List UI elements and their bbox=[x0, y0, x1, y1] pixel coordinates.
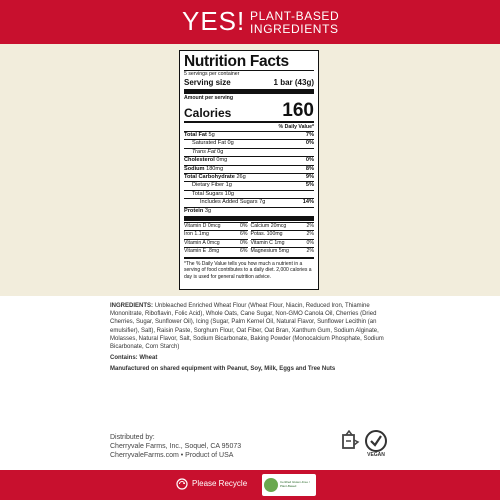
nutrient-amount: 10g bbox=[224, 190, 234, 197]
recycle-icon bbox=[176, 478, 188, 490]
nutrient-amount: 180mg bbox=[206, 165, 224, 172]
vitamin-cell bbox=[251, 230, 315, 238]
vitamin-percent: 0% bbox=[240, 239, 248, 246]
nutrient-name: Protein 3g bbox=[184, 207, 212, 214]
nutrient-row bbox=[184, 198, 314, 206]
certification-badge bbox=[262, 474, 316, 496]
nutrient-list bbox=[184, 131, 314, 215]
distributor-line3: CherryvaleFarms.com • Product of USA bbox=[110, 452, 234, 459]
allergen-contains: Contains: Wheat bbox=[110, 355, 158, 362]
nutrient-percent: 0% bbox=[305, 140, 314, 147]
nutrient-percent: 8% bbox=[305, 165, 314, 172]
vitamin-percent: 0% bbox=[240, 223, 248, 230]
nutrition-facts-panel bbox=[179, 50, 319, 290]
nutrient-percent: 9% bbox=[305, 174, 314, 181]
nutrient-name: Saturated Fat 0g bbox=[192, 140, 234, 147]
ingredients-label: INGREDIENTS: bbox=[110, 303, 154, 309]
distributor-line2: Cherryvale Farms, Inc., Soquel, CA 95073 bbox=[110, 443, 242, 450]
amount-per-serving: Amount per serving bbox=[184, 94, 234, 101]
top-banner bbox=[0, 0, 500, 44]
vitamin-amount: 20mcg bbox=[270, 223, 287, 230]
distributor-line1: Distributed by: bbox=[110, 434, 155, 441]
nutrient-row bbox=[184, 131, 314, 139]
nutrient-row bbox=[184, 139, 314, 147]
tagline bbox=[250, 10, 339, 36]
vitamin-cell bbox=[184, 247, 248, 255]
bottom-banner bbox=[0, 470, 500, 500]
recycle-seal-icon bbox=[339, 430, 361, 452]
nutrient-percent: 7% bbox=[305, 132, 314, 138]
vitamin-cell bbox=[251, 222, 315, 230]
nutrient-name: Includes Added Sugars 7g bbox=[200, 199, 266, 206]
leaf-icon bbox=[264, 478, 278, 492]
serving-size-row bbox=[184, 78, 314, 88]
ingredients-block bbox=[110, 302, 390, 377]
nutrient-amount: 0g bbox=[227, 140, 234, 147]
nutrient-percent: 14% bbox=[302, 199, 314, 206]
nutrient-name: Total Sugars 10g bbox=[192, 190, 234, 197]
nutrient-percent: 5% bbox=[305, 182, 314, 189]
vitamin-percent: 0% bbox=[306, 239, 314, 246]
vitamin-cell bbox=[251, 239, 315, 247]
nutrient-amount: 3g bbox=[204, 207, 212, 214]
vitamin-name: Magnesium bbox=[250, 248, 278, 255]
vitamin-amount: 5mg bbox=[278, 248, 289, 255]
brand-yes: YES! bbox=[182, 6, 246, 36]
nutrient-amount: 5g bbox=[208, 132, 215, 138]
serving-size-label: Serving size bbox=[184, 77, 231, 87]
nutrient-percent: 0% bbox=[305, 157, 314, 164]
vitamin-amount: 0mcg bbox=[206, 239, 220, 246]
vitamin-name: Calcium bbox=[250, 223, 270, 230]
allergen-manufactured: Manufactured on shared equipment with Peanut, Soy, Milk, Eggs and Tree Nuts bbox=[110, 366, 336, 373]
vitamin-percent: 2% bbox=[306, 248, 314, 255]
vitamin-amount: 0mcg bbox=[207, 223, 221, 230]
nutrient-row bbox=[184, 156, 314, 164]
calories-row bbox=[184, 101, 314, 120]
calories-value: 160 bbox=[282, 100, 314, 121]
nutrient-row bbox=[184, 148, 314, 156]
nutrition-title: Nutrition Facts bbox=[184, 53, 289, 70]
nutrient-name: Dietary Fiber 1g bbox=[192, 182, 232, 189]
vitamin-amount: 100mg bbox=[266, 231, 283, 238]
nutrient-amount: 0mg bbox=[216, 157, 228, 164]
nutrient-amount: 0g bbox=[217, 148, 224, 155]
tagline-line2: INGREDIENTS bbox=[250, 22, 339, 36]
nutrient-name: Total Carbohydrate 26g bbox=[184, 174, 246, 181]
vitamin-cell bbox=[251, 247, 315, 255]
nutrient-amount: 26g bbox=[236, 174, 246, 181]
vitamin-cell bbox=[184, 222, 248, 230]
nutrient-amount: 1g bbox=[225, 182, 232, 189]
vitamin-name: Vitamin E bbox=[184, 248, 207, 255]
vitamin-amount: 1.1mg bbox=[194, 231, 209, 238]
vitamin-name: Vitamin A bbox=[184, 239, 206, 246]
recycle-label: Please Recycle bbox=[192, 479, 248, 488]
vitamin-cell bbox=[184, 230, 248, 238]
vitamin-name: Potas. bbox=[250, 231, 266, 238]
vitamin-percent: 6% bbox=[240, 231, 248, 238]
nutrient-name: Total Fat 5g bbox=[184, 132, 215, 138]
distributor-info bbox=[110, 433, 241, 460]
servings-per-container: 5 servings per container bbox=[184, 71, 240, 77]
vitamin-percent: 2% bbox=[306, 231, 314, 238]
ingredients-text: Unbleached Enriched Wheat Flour (Wheat Flour, Niacin, Reduced Iron, Thiamine Mononitrate, Riboflavin, Folic Acid), Whole Oats, Cane Sugar, Non-GMO Canola Oil, Cherries (Dried Cherries, Sugar, Sunflower Oil), Icing (Sugar, Palm Kernel Oil, Natural Flavor, Sunflower Lecithin (an emulsifier), Salt), Raisin Paste, Sorghum Flour, Oat Fiber, Oat Bran, Xanthum Gum, Sodium Alginate, Molasses, Natural Flavor, Salt, Sodium Bicarbonate, Baking Powder (Monocalcium Phosphate, Sodium Bicarbonate, Corn Starch) bbox=[110, 303, 384, 351]
vegan-check-icon bbox=[365, 430, 387, 452]
vitamin-percent: 6% bbox=[240, 248, 248, 255]
vegan-badge bbox=[364, 430, 388, 458]
vitamin-amount: .8mg bbox=[207, 248, 220, 255]
serving-size-value: 1 bar (43g) bbox=[273, 77, 314, 87]
vitamin-cell bbox=[184, 239, 248, 247]
vitamin-name: Vitamin D bbox=[184, 223, 207, 230]
nutrient-row bbox=[184, 165, 314, 173]
vegan-label: VEGAN bbox=[367, 452, 385, 458]
vitamin-name: Iron bbox=[184, 231, 193, 238]
vitamin-percent: 2% bbox=[306, 223, 314, 230]
tagline-line1: PLANT-BASED bbox=[250, 9, 340, 23]
vitamin-amount: 1mg bbox=[274, 239, 285, 246]
recycle-notice bbox=[176, 478, 247, 490]
nutrient-row bbox=[184, 190, 314, 198]
vitamin-name: Vitamin C bbox=[250, 239, 273, 246]
certification-text: Certified Gluten-Free / Plant-Based bbox=[280, 480, 310, 488]
nutrient-name: Trans Fat 0g bbox=[192, 148, 224, 155]
nutrient-row bbox=[184, 207, 314, 215]
nutrient-name: Cholesterol 0mg bbox=[184, 157, 228, 164]
nutrient-row bbox=[184, 173, 314, 181]
nutrient-row bbox=[184, 181, 314, 189]
daily-value-footnote: *The % Daily Value tells you how much a nutrient in a serving of food contributes to a daily diet. 2,000 calories a day is used for general nutrition advice. bbox=[184, 260, 312, 280]
vitamin-mineral-grid bbox=[184, 222, 314, 256]
ingredients-paragraph bbox=[110, 302, 390, 351]
nutrient-amount: 7g bbox=[259, 199, 266, 206]
daily-value-header: % Daily Value* bbox=[278, 124, 314, 130]
calories-label: Calories bbox=[184, 106, 232, 120]
nutrient-name: Sodium 180mg bbox=[184, 165, 224, 172]
